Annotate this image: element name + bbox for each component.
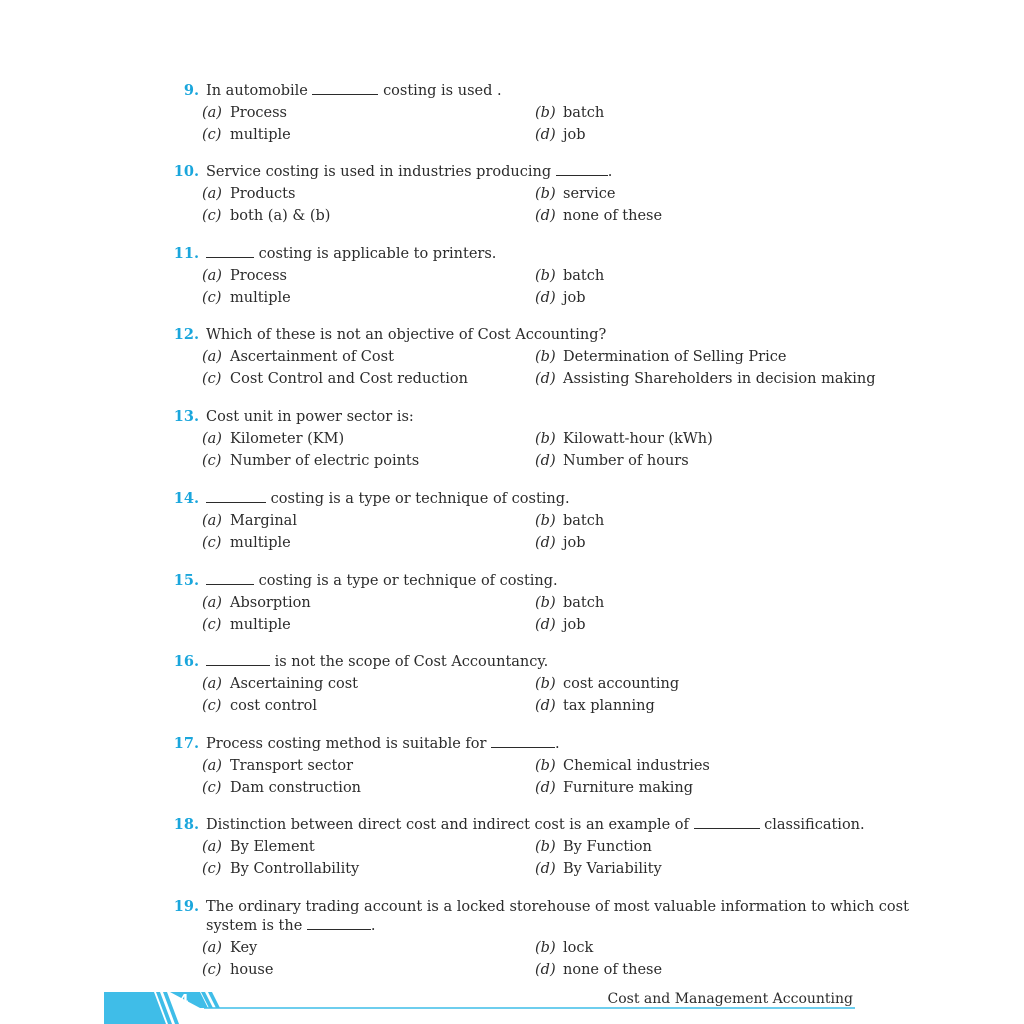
question-text	[206, 80, 856, 102]
question-number: 13.	[173, 408, 199, 425]
option-text: house	[230, 962, 274, 978]
option-label	[202, 858, 230, 880]
fill-in-blank	[206, 244, 254, 258]
option-text: By Controllability	[230, 861, 360, 877]
option-c	[202, 124, 291, 146]
question-text-part: Which of these is not an objective of Cost Accounting?	[206, 327, 607, 343]
option-text: batch	[563, 268, 605, 284]
option-label	[202, 592, 230, 614]
option-d	[535, 858, 662, 880]
option-letter: (c)	[202, 371, 222, 387]
question-text-part: costing is used .	[383, 83, 502, 99]
option-letter: (b)	[535, 676, 556, 692]
option-label	[202, 959, 230, 981]
page-number: 4	[179, 993, 189, 1008]
option-a	[202, 102, 287, 124]
option-letter: (a)	[202, 595, 222, 611]
option-letter: (c)	[202, 290, 222, 306]
option-b	[535, 592, 604, 614]
option-text: service	[563, 186, 616, 202]
question-text-part: Distinction between direct cost and indirect cost is an example of	[206, 817, 689, 833]
option-text: job	[563, 535, 586, 551]
option-text: Key	[230, 940, 258, 956]
option-c	[202, 695, 317, 717]
option-text: job	[563, 127, 586, 143]
option-letter: (b)	[535, 105, 556, 121]
question-number: 18.	[173, 816, 199, 833]
option-label	[202, 937, 230, 959]
option-letter: (a)	[202, 268, 222, 284]
question-number: 9.	[183, 82, 199, 99]
option-letter: (b)	[535, 186, 556, 202]
option-label	[202, 836, 230, 858]
option-text: Transport sector	[230, 758, 354, 774]
option-label	[202, 287, 230, 309]
option-text: batch	[563, 513, 605, 529]
option-text: multiple	[230, 617, 291, 633]
option-text: multiple	[230, 535, 291, 551]
question-number: 10.	[173, 163, 199, 180]
question-text	[206, 814, 865, 836]
option-text: tax planning	[563, 698, 655, 714]
option-label	[535, 592, 563, 614]
option-text: both (a) & (b)	[230, 208, 331, 224]
option-label	[535, 836, 563, 858]
option-label	[202, 673, 230, 695]
option-c	[202, 959, 273, 981]
question-text	[206, 570, 856, 592]
option-c	[202, 858, 359, 880]
option-label	[535, 428, 563, 450]
option-a	[202, 346, 394, 368]
option-text: Kilowatt-hour (kWh)	[563, 431, 713, 447]
option-d	[535, 368, 876, 390]
option-letter: (b)	[535, 268, 556, 284]
option-label	[202, 777, 230, 799]
fill-in-blank	[556, 162, 608, 176]
option-letter: (c)	[202, 453, 222, 469]
option-letter: (d)	[535, 535, 556, 551]
option-letter: (c)	[202, 861, 222, 877]
fill-in-blank	[206, 652, 270, 666]
option-label	[535, 858, 563, 880]
option-text: Dam construction	[230, 780, 362, 796]
option-text: Assisting Shareholders in decision making	[563, 371, 876, 387]
option-label	[202, 102, 230, 124]
option-text: multiple	[230, 290, 291, 306]
option-letter: (a)	[202, 940, 222, 956]
question-text-part: costing is applicable to printers.	[258, 246, 497, 262]
option-text: Number of hours	[563, 453, 689, 469]
option-letter: (c)	[202, 208, 222, 224]
option-label	[202, 755, 230, 777]
option-d	[535, 287, 586, 309]
fill-in-blank	[307, 916, 371, 930]
option-a	[202, 673, 358, 695]
option-label	[535, 183, 563, 205]
question-number: 15.	[173, 572, 199, 589]
option-letter: (a)	[202, 431, 222, 447]
option-label	[202, 368, 230, 390]
option-label	[535, 102, 563, 124]
option-b	[535, 102, 604, 124]
option-b	[535, 836, 652, 858]
option-letter: (c)	[202, 535, 222, 551]
option-a	[202, 755, 353, 777]
option-text: cost accounting	[563, 676, 680, 692]
option-label	[202, 614, 230, 636]
option-label	[202, 510, 230, 532]
question-text	[206, 915, 856, 937]
option-a	[202, 428, 344, 450]
option-label	[202, 695, 230, 717]
question-text	[206, 651, 856, 673]
option-letter: (b)	[535, 595, 556, 611]
option-c	[202, 450, 419, 472]
option-c	[202, 777, 361, 799]
option-letter: (d)	[535, 453, 556, 469]
option-b	[535, 510, 604, 532]
option-c	[202, 368, 468, 390]
option-label	[202, 532, 230, 554]
option-label	[535, 368, 563, 390]
question-text-part: classification.	[764, 817, 865, 833]
option-letter: (b)	[535, 431, 556, 447]
question-number: 17.	[173, 735, 199, 752]
option-text: Furniture making	[563, 780, 694, 796]
option-label	[202, 124, 230, 146]
option-label	[535, 614, 563, 636]
option-letter: (d)	[535, 861, 556, 877]
fill-in-blank	[206, 489, 266, 503]
option-c	[202, 614, 291, 636]
option-letter: (a)	[202, 676, 222, 692]
option-b	[535, 428, 713, 450]
option-label	[535, 124, 563, 146]
option-text: Absorption	[230, 595, 311, 611]
question-text-part: costing is a type or technique of costing.	[258, 573, 558, 589]
option-letter: (b)	[535, 758, 556, 774]
option-b	[535, 265, 604, 287]
option-letter: (d)	[535, 617, 556, 633]
question-text-part: is not the scope of Cost Accountancy.	[274, 654, 549, 670]
question-text-part: Process costing method is suitable for	[206, 736, 487, 752]
option-letter: (c)	[202, 127, 222, 143]
option-text: multiple	[230, 127, 291, 143]
option-text: job	[563, 617, 586, 633]
option-text: Process	[230, 268, 288, 284]
option-letter: (d)	[535, 208, 556, 224]
question-number: 11.	[173, 245, 199, 262]
option-label	[535, 346, 563, 368]
option-a	[202, 592, 311, 614]
option-a	[202, 510, 297, 532]
option-a	[202, 836, 315, 858]
option-label	[202, 346, 230, 368]
option-letter: (d)	[535, 698, 556, 714]
option-letter: (c)	[202, 962, 222, 978]
question-text-part: .	[555, 736, 560, 752]
option-b	[535, 937, 593, 959]
option-letter: (c)	[202, 698, 222, 714]
option-text: Cost Control and Cost reduction	[230, 371, 468, 387]
question-number: 14.	[173, 490, 199, 507]
option-label	[535, 510, 563, 532]
question-text	[206, 161, 856, 183]
option-letter: (b)	[535, 349, 556, 365]
option-label	[535, 287, 563, 309]
option-b	[535, 755, 710, 777]
option-letter: (d)	[535, 371, 556, 387]
option-a	[202, 937, 257, 959]
question-text-part: costing is a type or technique of costing.	[270, 491, 570, 507]
option-letter: (b)	[535, 940, 556, 956]
option-d	[535, 124, 586, 146]
footer-band-block	[104, 992, 166, 1024]
option-d	[535, 205, 662, 227]
option-letter: (a)	[202, 105, 222, 121]
option-text: job	[563, 290, 586, 306]
option-text: Number of electric points	[230, 453, 420, 469]
option-label	[535, 205, 563, 227]
option-text: By Variability	[563, 861, 662, 877]
option-letter: (d)	[535, 780, 556, 796]
option-text: Ascertaining cost	[230, 676, 358, 692]
option-b	[535, 183, 616, 205]
option-letter: (a)	[202, 349, 222, 365]
option-label	[202, 265, 230, 287]
option-a	[202, 265, 287, 287]
question-text-part: system is the	[206, 918, 303, 934]
question-text	[206, 243, 856, 265]
fill-in-blank	[491, 734, 555, 748]
option-label	[202, 205, 230, 227]
option-c	[202, 532, 291, 554]
option-d	[535, 777, 693, 799]
option-text: lock	[563, 940, 594, 956]
option-letter: (a)	[202, 513, 222, 529]
option-label	[535, 755, 563, 777]
question-text	[206, 324, 856, 346]
question-text-part: .	[607, 164, 613, 180]
option-letter: (b)	[535, 513, 556, 529]
option-letter: (d)	[535, 962, 556, 978]
option-text: batch	[563, 105, 605, 121]
option-letter: (d)	[535, 290, 556, 306]
option-letter: (b)	[535, 839, 556, 855]
option-d	[535, 532, 586, 554]
option-text: Chemical industries	[563, 758, 710, 774]
option-letter: (d)	[535, 127, 556, 143]
option-text: By Function	[563, 839, 652, 855]
option-text: Kilometer (KM)	[230, 431, 345, 447]
option-d	[535, 450, 689, 472]
option-text: batch	[563, 595, 605, 611]
option-text: none of these	[563, 208, 663, 224]
option-label	[202, 183, 230, 205]
option-d	[535, 695, 655, 717]
question-text-part: In automobile	[206, 83, 308, 99]
fill-in-blank	[694, 815, 760, 829]
option-b	[535, 673, 679, 695]
option-text: Products	[230, 186, 296, 202]
footer-book-title: Cost and Management Accounting	[607, 991, 853, 1007]
option-text: By Element	[230, 839, 315, 855]
option-label	[202, 428, 230, 450]
option-letter: (a)	[202, 186, 222, 202]
option-letter: (a)	[202, 839, 222, 855]
option-a	[202, 183, 295, 205]
question-text-part: .	[370, 918, 376, 934]
option-c	[202, 287, 291, 309]
question-text-part: The ordinary trading account is a locked storehouse of most valuable information to which cost	[206, 899, 909, 915]
option-label	[535, 777, 563, 799]
question-text-part: Service costing is used in industries producing	[206, 164, 552, 180]
question-number: 19.	[173, 898, 199, 915]
fill-in-blank	[312, 81, 378, 95]
option-d	[535, 614, 586, 636]
footer-band	[0, 992, 1024, 1024]
question-text	[206, 488, 856, 510]
option-d	[535, 959, 662, 981]
option-text: Process	[230, 105, 288, 121]
option-text: Determination of Selling Price	[563, 349, 787, 365]
question-text-part: Cost unit in power sector is:	[206, 409, 414, 425]
option-label	[535, 673, 563, 695]
option-label	[535, 450, 563, 472]
question-number: 12.	[173, 326, 199, 343]
option-text: Marginal	[230, 513, 297, 529]
option-label	[535, 937, 563, 959]
question-text	[206, 406, 856, 428]
option-b	[535, 346, 786, 368]
option-letter: (c)	[202, 780, 222, 796]
option-text: cost control	[230, 698, 318, 714]
option-label	[535, 695, 563, 717]
option-label	[535, 265, 563, 287]
option-letter: (c)	[202, 617, 222, 633]
option-text: Ascertainment of Cost	[230, 349, 394, 365]
option-label	[535, 532, 563, 554]
option-text: none of these	[563, 962, 663, 978]
option-c	[202, 205, 330, 227]
question-number: 16.	[173, 653, 199, 670]
fill-in-blank	[206, 571, 254, 585]
option-letter: (a)	[202, 758, 222, 774]
option-label	[535, 959, 563, 981]
option-label	[202, 450, 230, 472]
question-text	[206, 733, 856, 755]
